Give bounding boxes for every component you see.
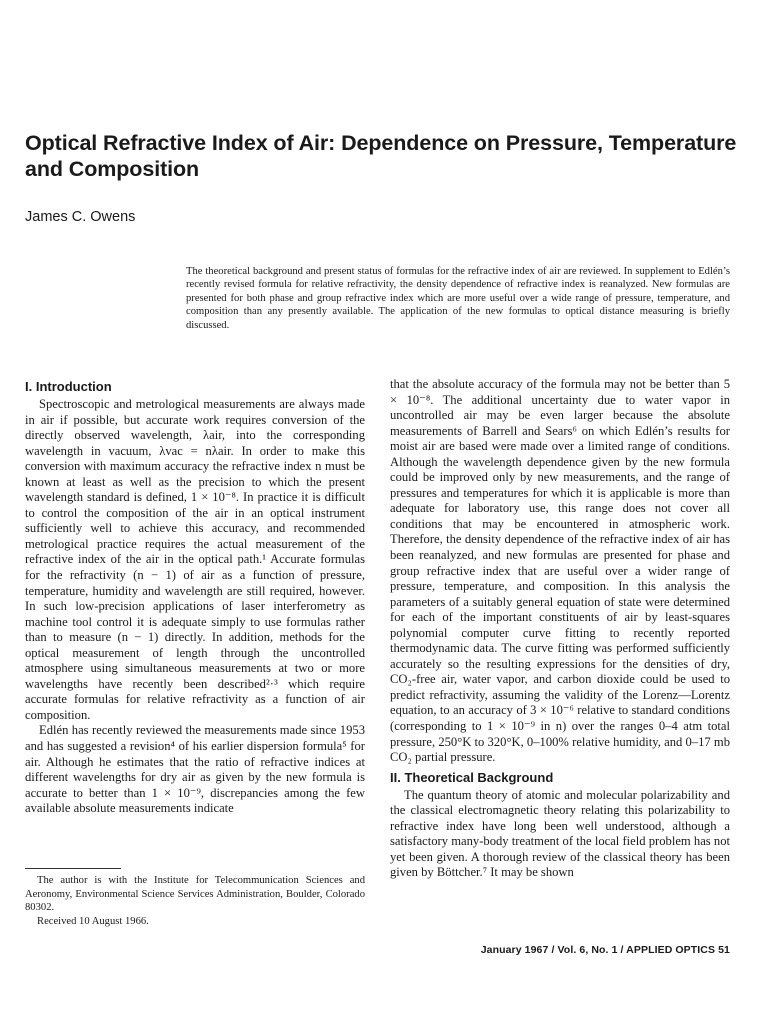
body-paragraph: Spectroscopic and metrological measurements are always made in air if possible, but accurate work requires conversion of the directly observed wavelength, λair, into the corresponding wavelength in vacuum, λvac = nλair. In order to make this conversion with maximum accuracy the refractive index n must be known at least as well as the precision to which the present wavelength standard is defined, 1 × 10⁻⁸. In practice it is difficult to control the composition of the air in an optical instrument sufficiently well to achieve this accuracy, and recommended metrological practice requires the actual measurement of the refractive index of the air in the optical path.¹ Accurate formulas for the refractivity (n − 1) of air as a function of pressure, temperature, humidity and wavelength are still required, however. In such low-precision applications of laser interferometry as machine tool control it is adequate simply to use formulas rather than to measure (n − 1) directly. In addition, methods for the optical measurement of length through the uncontrolled atmosphere using simultaneous measurements at two or more wavelengths have recently been described²·³ which require accurate formulas for relative refractivity as a function of air composition.	[25, 397, 365, 722]
footnote-divider	[25, 868, 121, 869]
body-paragraph-continued: that the absolute accuracy of the formula may not be better than 5 × 10⁻⁸. The additional uncertainty due to water vapor in uncontrolled air may be even larger because the absolute measurements of Barrell and Sears⁶ on which Edlén’s results for moist air are based were made over a limited range of conditions. Although the wavelength dependence given by the new formula could be improved only by new measurements, and the range of pressures and temperatures for which it is applicable is more than adequate for laboratory use, this range does not cover all conditions that may be encountered in atmospheric work. Therefore, the density dependence of the refractive index of air has been reanalyzed, and new formulas are presented for phase and group refractive index that are useful over a wider range of pressure, temperature, and composition. In this analysis the parameters of a suitably general equation of state were determined for each of the important constituents of air by least-squares polynomial computer curve fitting to recently reported thermodynamic data. The curve fitting was performed sufficiently accurately so the resulting expressions for the densities of dry, CO₂-free air, water vapor, and carbon dioxide could be used to predict refractivity, assuming the validity of the Lorenz—Lorentz equation, to an accuracy of 3 × 10⁻⁶ relative to standard conditions (corresponding to 1 × 10⁻⁹ in n) over the ranges 0–4 atm total pressure, 250°K to 320°K, 0–100% relative humidity, and 0–17 mb CO₂ partial pressure.	[390, 377, 730, 765]
footnote-received: Received 10 August 1966.	[37, 915, 149, 927]
left-column	[25, 378, 365, 817]
author-name: James C. Owens	[25, 209, 136, 225]
abstract: The theoretical background and present status of formulas for the refractive index of air are reviewed. In supplement to Edlén’s recently revised formula for relative refractivity, the density dependence of refractive index is reanalyzed. New formulas are presented for both phase and group refractive index which are more useful over a wide range of pressure, temperature, and composition than any presently available. The application of the new formulas to optical distance measuring is briefly discussed.	[186, 266, 730, 331]
article-title: Optical Refractive Index of Air: Dependence on Pressure, Temperature and Composition	[25, 131, 737, 181]
body-paragraph: The quantum theory of atomic and molecular polarizability and the classical electromagnetic theory relating this polarizability to refractive index have long been well understood, although a satisfactory many-body treatment of the local field problem has not yet been given. A thorough review of the classical theory has been given by Böttcher.⁷ It may be shown	[390, 787, 730, 880]
section-heading-theoretical-background: II. Theoretical Background	[390, 769, 554, 785]
right-column	[390, 377, 730, 881]
page-footer: January 1967 / Vol. 6, No. 1 / APPLIED OPTICS 51	[480, 944, 730, 956]
section-heading-introduction: I. Introduction	[25, 379, 112, 394]
body-paragraph: Edlén has recently reviewed the measurements made since 1953 and has suggested a revision⁴ of his earlier dispersion formula⁵ for air. Although he estimates that the ratio of refractive indices at different wavelengths for dry air as given by the new formula is accurate to better than 1 × 10⁻⁹, discrepancies among the few available absolute measurements indicate	[25, 723, 365, 816]
footnote	[25, 874, 365, 928]
footnote-affiliation: The author is with the Institute for Telecommunication Sciences and Aeronomy, Environmental Science Services Administration, Boulder, Colorado 80302.	[25, 875, 365, 914]
